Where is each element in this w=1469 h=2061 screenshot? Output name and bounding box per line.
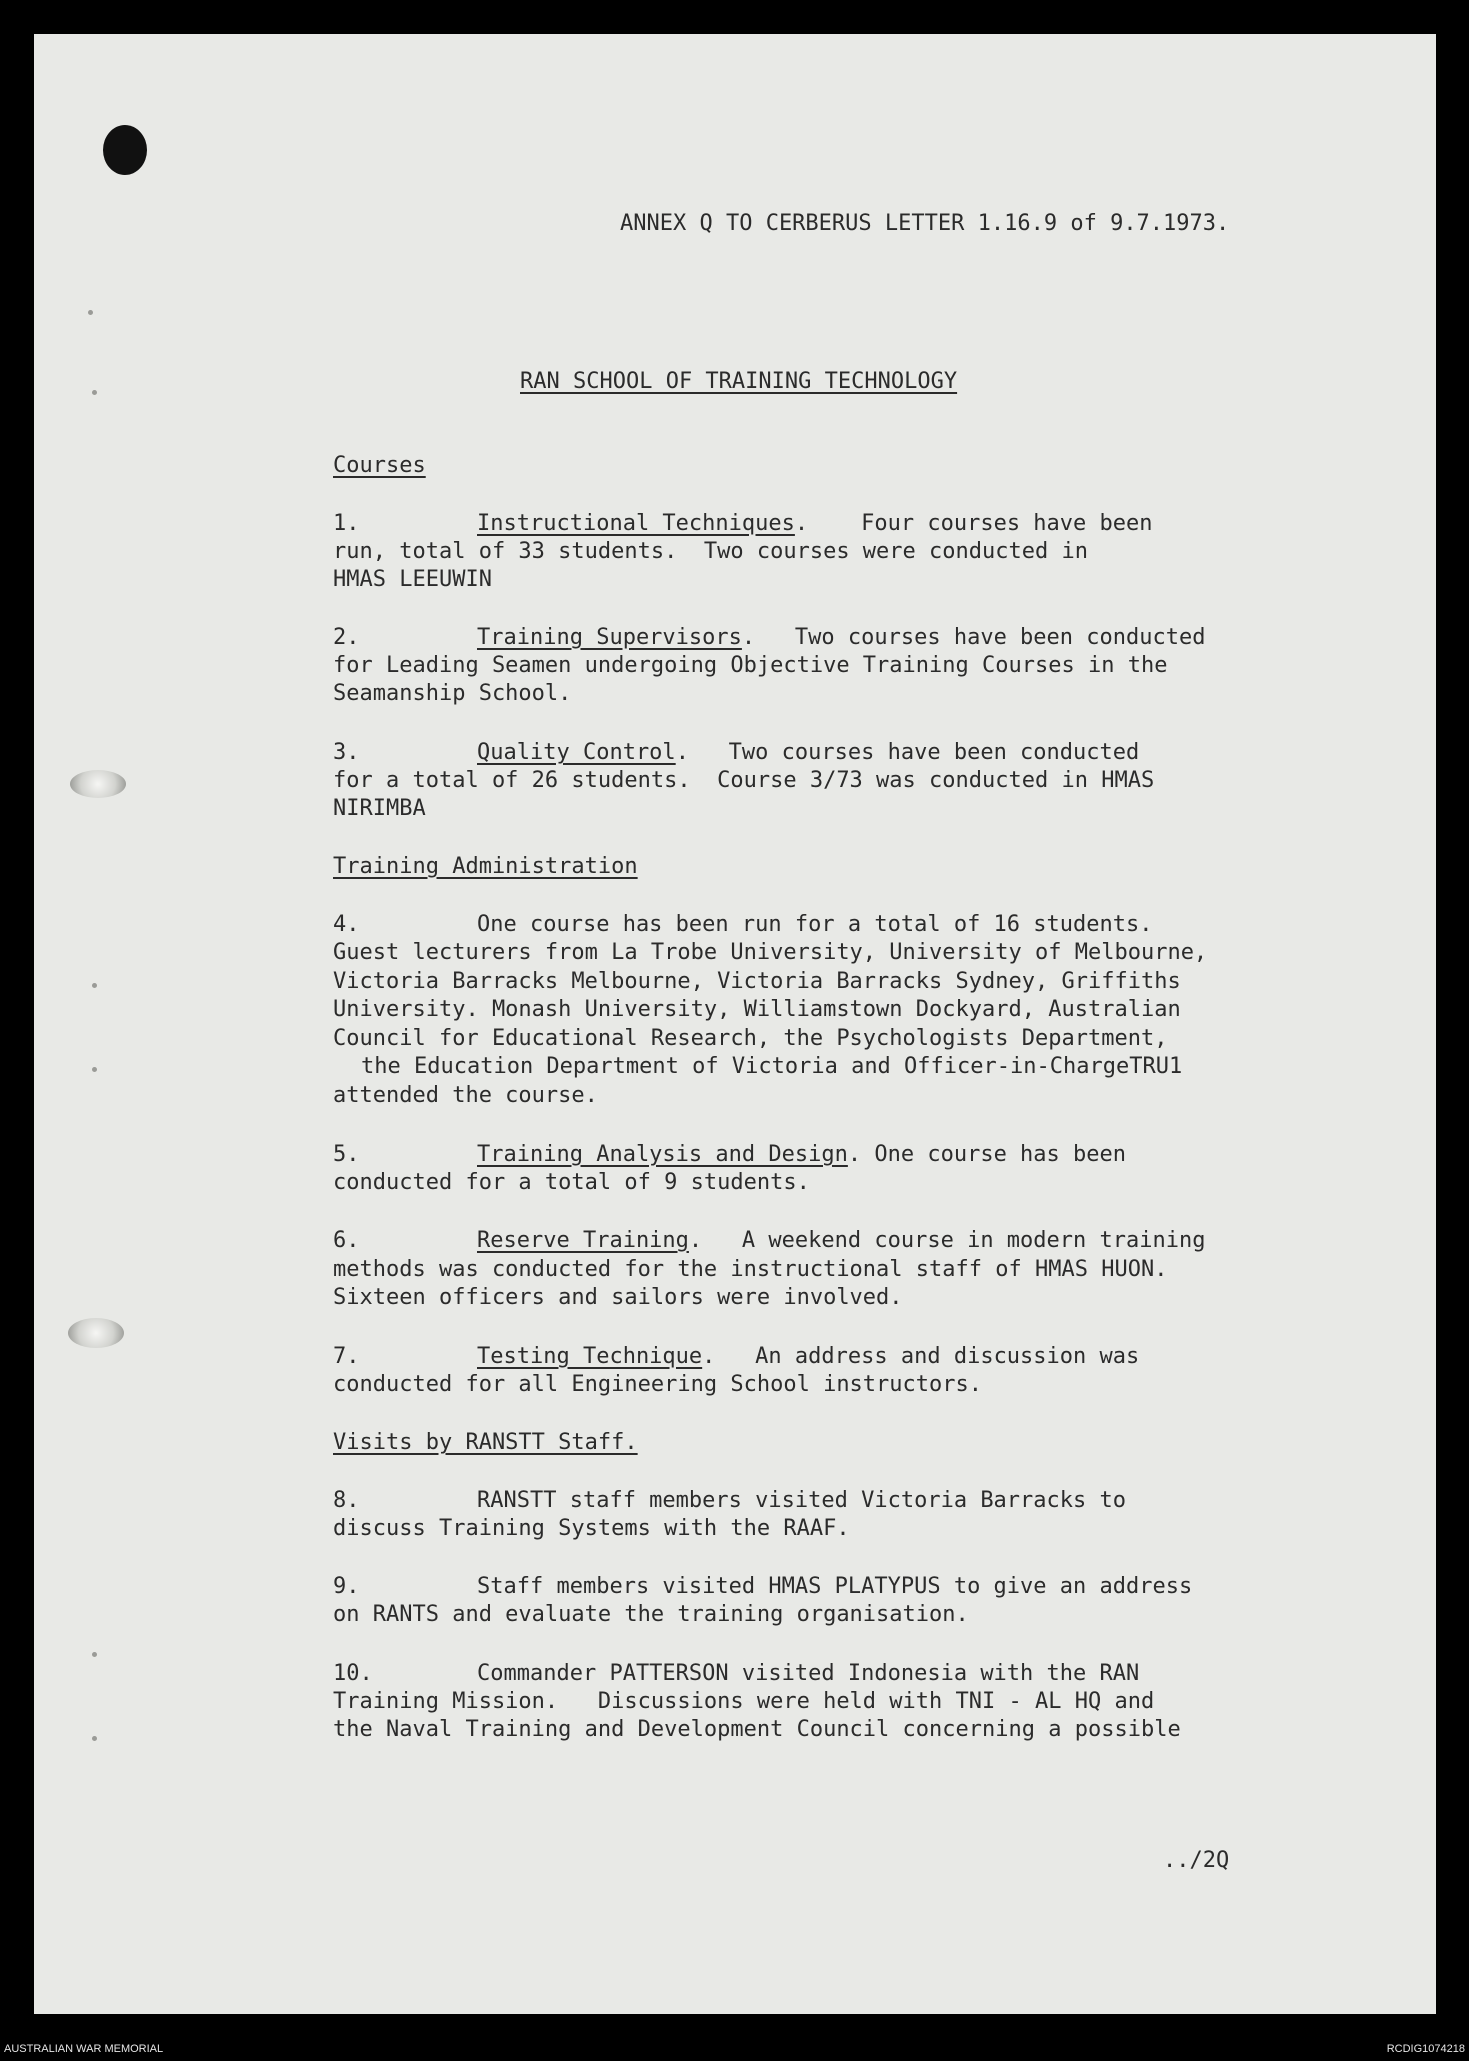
paper-mark [92, 983, 97, 988]
paragraph-5-line: conducted for a total of 9 students. [333, 1170, 810, 1195]
paragraph-10-line: Training Mission. Discussions were held with TNI - AL HQ and [333, 1689, 1155, 1714]
footer-archive-name: AUSTRALIAN WAR MEMORIAL [4, 2043, 164, 2055]
paragraph-4-line: the Education Department of Victoria and Officer-in-ChargeTRU1 [361, 1054, 1183, 1079]
paragraph-10-line: the Naval Training and Development Council concerning a possible [333, 1717, 1181, 1742]
paragraph-4-line: University. Monash University, Williamstown Dockyard, Australian [333, 997, 1181, 1022]
paragraph-3-line: for a total of 26 students. Course 3/73 was conducted in HMAS [333, 768, 1155, 793]
paragraph-number: 3. [333, 740, 360, 765]
paragraph-8-line: discuss Training Systems with the RAAF. [333, 1516, 850, 1541]
paragraph-heading: Training Analysis and Design [477, 1142, 848, 1167]
paragraph-9-line: Staff members visited HMAS PLATYPUS to give an address [477, 1574, 1193, 1599]
paragraph-6-line: methods was conducted for the instructional staff of HMAS HUON. [333, 1257, 1168, 1282]
paragraph-2-line: Training Supervisors. Two courses have been conducted [477, 625, 1206, 650]
paragraph-5-line: Training Analysis and Design. One course has been [477, 1142, 1127, 1167]
paragraph-7-line: Testing Technique. An address and discussion was [477, 1344, 1140, 1369]
paragraph-3-line: Quality Control. Two courses have been conducted [477, 740, 1140, 765]
paragraph-number: 1. [333, 511, 360, 536]
paragraph-6-line: Reserve Training. A weekend course in modern training [477, 1228, 1206, 1253]
paragraph-number: 8. [333, 1488, 360, 1513]
paragraph-number: 4. [333, 912, 360, 937]
paragraph-heading: Instructional Techniques [477, 511, 795, 536]
section-heading-training-administration: Training Administration [333, 854, 638, 879]
paragraph-4-line: Victoria Barracks Melbourne, Victoria Barracks Sydney, Griffiths [333, 969, 1181, 994]
paragraph-2-line: for Leading Seamen undergoing Objective Training Courses in the [333, 653, 1168, 678]
paragraph-7-line: conducted for all Engineering School instructors. [333, 1372, 983, 1397]
paragraph-number: 10. [333, 1661, 373, 1686]
paragraph-number: 6. [333, 1228, 360, 1253]
paragraph-heading: Training Supervisors [477, 625, 742, 650]
paper-mark [92, 1652, 97, 1657]
paragraph-4-line: One course has been run for a total of 16 students. [477, 912, 1153, 937]
paragraph-number: 7. [333, 1344, 360, 1369]
paper-mark [92, 1067, 97, 1072]
paragraph-number: 5. [333, 1142, 360, 1167]
paragraph-10-line: Commander PATTERSON visited Indonesia with the RAN [477, 1661, 1140, 1686]
paper-hole [70, 770, 126, 798]
paragraph-number: 9. [333, 1574, 360, 1599]
paper-hole [68, 1318, 124, 1348]
paragraph-9-line: on RANTS and evaluate the training organisation. [333, 1602, 969, 1627]
paragraph-1-line: run, total of 33 students. Two courses were conducted in [333, 539, 1088, 564]
footer-record-id: RCDIG1074218 [1386, 2043, 1465, 2055]
paragraph-2-line: Seamanship School. [333, 681, 572, 706]
annex-reference: ANNEX Q TO CERBERUS LETTER 1.16.9 of 9.7.1973. [620, 211, 1230, 236]
paragraph-heading: Quality Control [477, 740, 676, 765]
section-heading-visits: Visits by RANSTT Staff. [333, 1430, 638, 1455]
paragraph-4-line: Guest lecturers from La Trobe University, University of Melbourne, [333, 940, 1208, 965]
paragraph-6-line: Sixteen officers and sailors were involved. [333, 1285, 903, 1310]
paragraph-heading: Testing Technique [477, 1344, 703, 1369]
paper-mark [88, 310, 93, 315]
page-continuation-ref: ../2Q [1163, 1848, 1230, 1873]
paragraph-8-line: RANSTT staff members visited Victoria Barracks to [477, 1488, 1127, 1513]
document-title: RAN SCHOOL OF TRAINING TECHNOLOGY [520, 369, 958, 394]
punched-hole [103, 125, 147, 175]
paragraph-number: 2. [333, 625, 360, 650]
paragraph-1-line: Instructional Techniques. Four courses have been [477, 511, 1153, 536]
paper-mark [92, 1736, 97, 1741]
paragraph-4-line: attended the course. [333, 1083, 598, 1108]
paper-mark [92, 390, 97, 395]
paragraph-4-line: Council for Educational Research, the Psychologists Department, [333, 1026, 1168, 1051]
paragraph-1-line: HMAS LEEUWIN [333, 567, 492, 592]
paragraph-3-line: NIRIMBA [333, 796, 426, 821]
paragraph-heading: Reserve Training [477, 1228, 689, 1253]
section-heading-courses: Courses [333, 453, 426, 478]
